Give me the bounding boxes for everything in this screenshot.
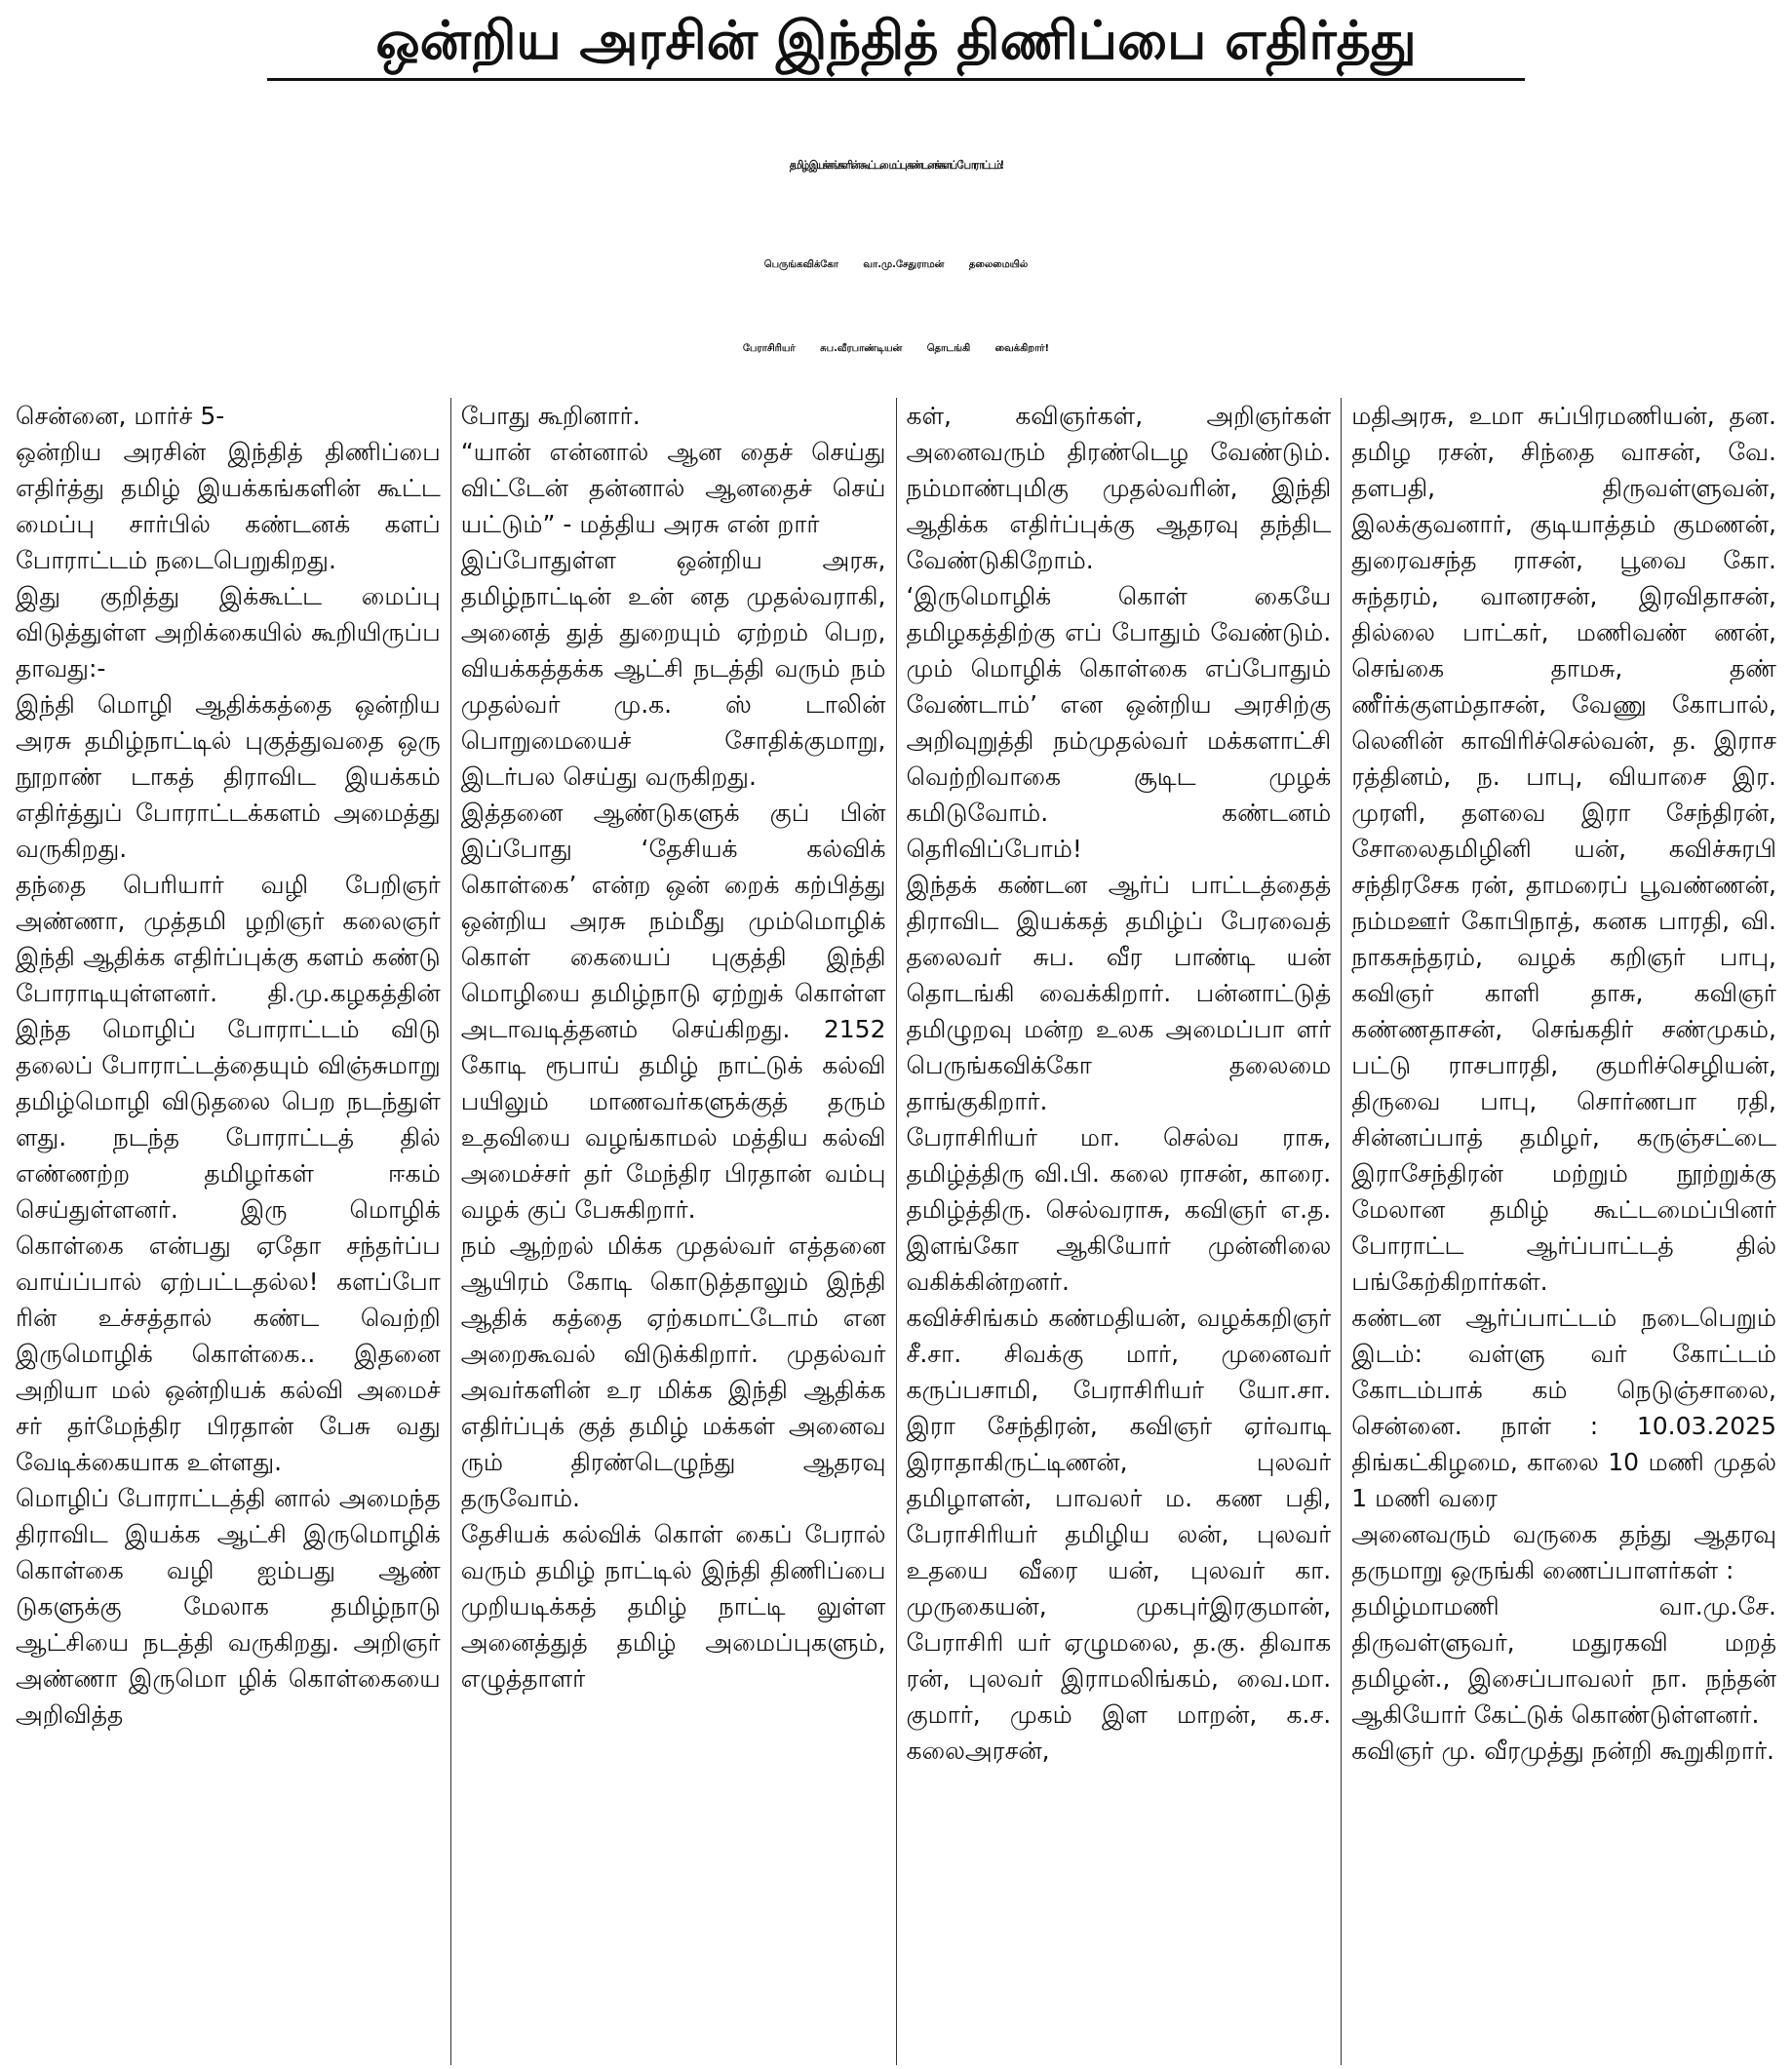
subheadline-2: பேராசிரியர் சுப.வீரபாண்டியன் தொடங்கி வைக்கிறார்!	[742, 343, 1050, 354]
article-column-1: சென்னை, மார்ச் 5- ஒன்றிய அரசின் இந்தித் திணிப்பை எதிர்த்து தமிழ் இயக்கங்களின் கூட்ட மைப்பு சார்பில் கண்டனக் களப் போராட்டம் நடைபெறுகிறது. இது குறித்து இக்கூட்ட மைப்பு விடுத்துள்ள அறிக்கையில் கூறியிருப்ப தாவது:- இந்தி மொழி ஆதிக்கத்தை ஒன்றிய அரசு தமிழ்நாட்டில் புகுத்துவதை ஒரு நூறாண் டாகத் திராவிட இயக்கம் எதிர்த்துப் போராட்டக்களம் அமைத்து வருகிறது. தந்தை பெரியார் வழி பேறிஞர் அண்ணா, முத்தமி ழறிஞர் கலைஞர் இந்தி ஆதிக்க எதிர்ப்புக்கு களம் கண்டு போராடியுள்ளனர். தி.மு.கழகத்தின் இந்த மொழிப் போராட்டம் விடு தலைப் போராட்டத்தையும் விஞ்சுமாறு தமிழ்மொழி விடுதலை பெற நடந்துள் ளது. நடந்த போராட்டத் தில் எண்ணற்ற தமிழர்கள் ஈகம் செய்துள்ளனர். இரு மொழிக் கொள்கை என்பது ஏதோ சந்தர்ப்ப வாய்ப்பால் ஏற்பட்டதல்ல! களப்போ ரின் உச்சத்தால் கண்ட வெற்றி இருமொழிக் கொள்கை.. இதனை அறியா மல் ஒன்றியக் கல்வி அமைச் சர் தர்மேந்திர பிரதான் பேசு வது வேடிக்கையாக உள்ளது. மொழிப் போராட்டத்தி னால் அமைந்த திராவிட இயக்க ஆட்சி இருமொழிக் கொள்கை வழி ஐம்பது ஆண் டுகளுக்கு மேலாக தமிழ்நாடு ஆட்சியை நடத்தி வருகிறது. அறிஞர் அண்ணா இருமொ ழிக் கொள்கையை அறிவித்த	[16, 402, 441, 1729]
article-column-2: போது கூறினார். “யான் என்னால் ஆன தைச் செய்து விட்டேன் தன்னால் ஆனதைச் செய் யட்டும்” - மத்திய அரசு என் றார் இப்போதுள்ள ஒன்றிய அரசு, தமிழ்நாட்டின் உன் னத முதல்வராகி, அனைத் துத் துறையும் ஏற்றம் பெற, வியக்கத்தக்க ஆட்சி நடத்தி வரும் நம் முதல்வர் மு.க. ஸ் டாலின் பொறுமையைச் சோதிக்குமாறு, இடர்பல செய்து வருகிறது. இத்தனை ஆண்டுகளுக் குப் பின் இப்போது ‘தேசியக் கல்விக் கொள்கை’ என்ற ஒன் றைக் கற்பித்து ஒன்றிய அரசு நம்மீது மும்மொழிக் கொள் கையைப் புகுத்தி இந்தி மொழியை தமிழ்நாடு ஏற்றுக் கொள்ள அடாவடித்தனம் செய்கிறது. 2152 கோடி ரூபாய் தமிழ் நாட்டுக் கல்வி பயிலும் மாணவர்களுக்குத் தரும் உதவியை வழங்காமல் மத்திய கல்வி அமைச்சர் தர் மேந்திர பிரதான் வம்பு வழக் குப் பேசுகிறார். நம் ஆற்றல் மிக்க முதல்வர் எத்தனை ஆயிரம் கோடி கொடுத்தாலும் இந்தி ஆதிக் கத்தை ஏற்கமாட்டோம் என அறைகூவல் விடுக்கிறார். முதல்வர் அவர்களின் உர மிக்க இந்தி ஆதிக்க எதிர்ப்புக் குத் தமிழ் மக்கள் அனைவ ரும் திரண்டெழுந்து ஆதரவு தருவோம். தேசியக் கல்விக் கொள் கைப் பேரால் வரும் தமிழ் நாட்டில் இந்தி திணிப்பை முறியடிக்கத் தமிழ் நாட்டி லுள்ள அனைத்துத் தமிழ் அமைப்புகளும், எழுத்தாளர்	[450, 398, 896, 2065]
article-column-3: கள், கவிஞர்கள், அறிஞர்கள் அனைவரும் திரண்டெழ வேண்டும். நம்மாண்புமிகு முதல்வரின், இந்தி ஆதிக்க எதிர்ப்புக்கு ஆதரவு தந்திட வேண்டுகிறோம். ‘இருமொழிக் கொள் கையே தமிழகத்திற்கு எப் போதும் வேண்டும். மும் மொழிக் கொள்கை எப்போதும் வேண்டாம்’ என ஒன்றிய அரசிற்கு அறிவுறுத்தி நம்முதல்வர் மக்களாட்சி வெற்றிவாகை சூடிட முழக் கமிடுவோம். கண்டனம் தெரிவிப்போம்! இந்தக் கண்டன ஆர்ப் பாட்டத்தைத் திராவிட இயக்கத் தமிழ்ப் பேரவைத் தலைவர் சுப. வீர பாண்டி யன் தொடங்கி வைக்கிறார். பன்னாட்டுத் தமிழுறவு மன்ற உலக அமைப்பா ளர் பெருங்கவிக்கோ தலைமை தாங்குகிறார். பேராசிரியர் மா. செல்வ ராசு, தமிழ்த்திரு வி.பி. கலை ராசன், காரை. தமிழ்த்திரு. செல்வராசு, கவிஞர் எ.த. இளங்கோ ஆகியோர் முன்னிலை வகிக்கின்றனர். கவிச்சிங்கம் கண்மதியன், வழக்கறிஞர் சீ.சா. சிவக்கு மார், முனைவர் கருப்பசாமி, பேராசிரியர் யோ.சா. இரா சேந்திரன், கவிஞர் ஏர்வாடி இராதாகிருட்டிணன், புலவர் தமிழாளன், பாவலர் ம. கண பதி, பேராசிரியர் தமிழிய லன், புலவர் உதயை வீரை யன், புலவர் கா. முருகையன், முகபுர்இரகுமான், பேராசிரி யர் ஏழுமலை, த.கு. திவாக ரன், புலவர் இராமலிங்கம், வை.மா. குமார், முகம் இள மாறன், க.ச. கலைஅரசன்,	[896, 398, 1342, 2065]
subheadline-1: பெருங்கவிக்கோ வா.மு.சேதுராமன் தலைமையில்	[763, 259, 1029, 270]
kicker-headline: ஒன்றிய அரசின் இந்தித் திணிப்பை எதிர்த்து	[267, 6, 1525, 81]
main-headline: தமிழ் இயக்கங்களின் கூட்டமைப்பு கண்டனக்களப் போராட்டம்!	[789, 159, 1003, 173]
article-body	[6, 398, 1786, 2065]
article-column-4: மதிஅரசு, உமா சுப்பிரமணியன், தன. தமிழ ரசன், சிந்தை வாசன், வே. தளபதி, திருவள்ளுவன், இலக்குவனார், குடியாத்தம் குமணன், துரைவசந்த ராசன், பூவை கோ. சுந்தரம், வானரசன், இரவிதாசன், தில்லை பாட்கர், மணிவண் ணன், செங்கை தாமசு, தண் ணீர்க்குளம்தாசன், வேணு கோபால், லெனின் காவிரிச்செல்வன், த. இராச ரத்தினம், ந. பாபு, வியாசை இர. முரளி, தளவை இரா சேந்திரன், சோலைதமிழினி யன், கவிச்சுரபி சந்திரசேக ரன், தாமரைப் பூவண்ணன், நம்மஊர் கோபிநாத், கனக பாரதி, வி. நாகசுந்தரம், வழக் கறிஞர் பாபு, கவிஞர் காளி தாசு, கவிஞர் கண்ணதாசன், செங்கதிர் சண்முகம், பட்டு ராசபாரதி, குமரிச்செழியன், திருவை பாபு, சொர்ணபா ரதி, சின்னப்பாத் தமிழர், கருஞ்சட்டை இராசேந்திரன் மற்றும் நூற்றுக்கு மேலான தமிழ் கூட்டமைப்பினர் போராட்ட ஆர்ப்பாட்டத் தில் பங்கேற்கிறார்கள். கண்டன ஆர்ப்பாட்டம் நடைபெறும் இடம்: வள்ளு வர் கோட்டம் கோடம்பாக் கம் நெடுஞ்சாலை, சென்னை. நாள் : 10.03.2025 திங்கட்கிழமை, காலை 10 மணி முதல் 1 மணி வரை அனைவரும் வருகை தந்து ஆதரவு தருமாறு ஒருங்கி ணைப்பாளர்கள் : தமிழ்மாமணி வா.மு.சே. திருவள்ளுவர், மதுரகவி மறத் தமிழன்., இசைப்பாவலர் நா. நந்தன் ஆகியோர் கேட்டுக் கொண்டுள்ளனர். கவிஞர் மு. வீரமுத்து நன்றி கூறுகிறார்.	[1341, 398, 1786, 2065]
